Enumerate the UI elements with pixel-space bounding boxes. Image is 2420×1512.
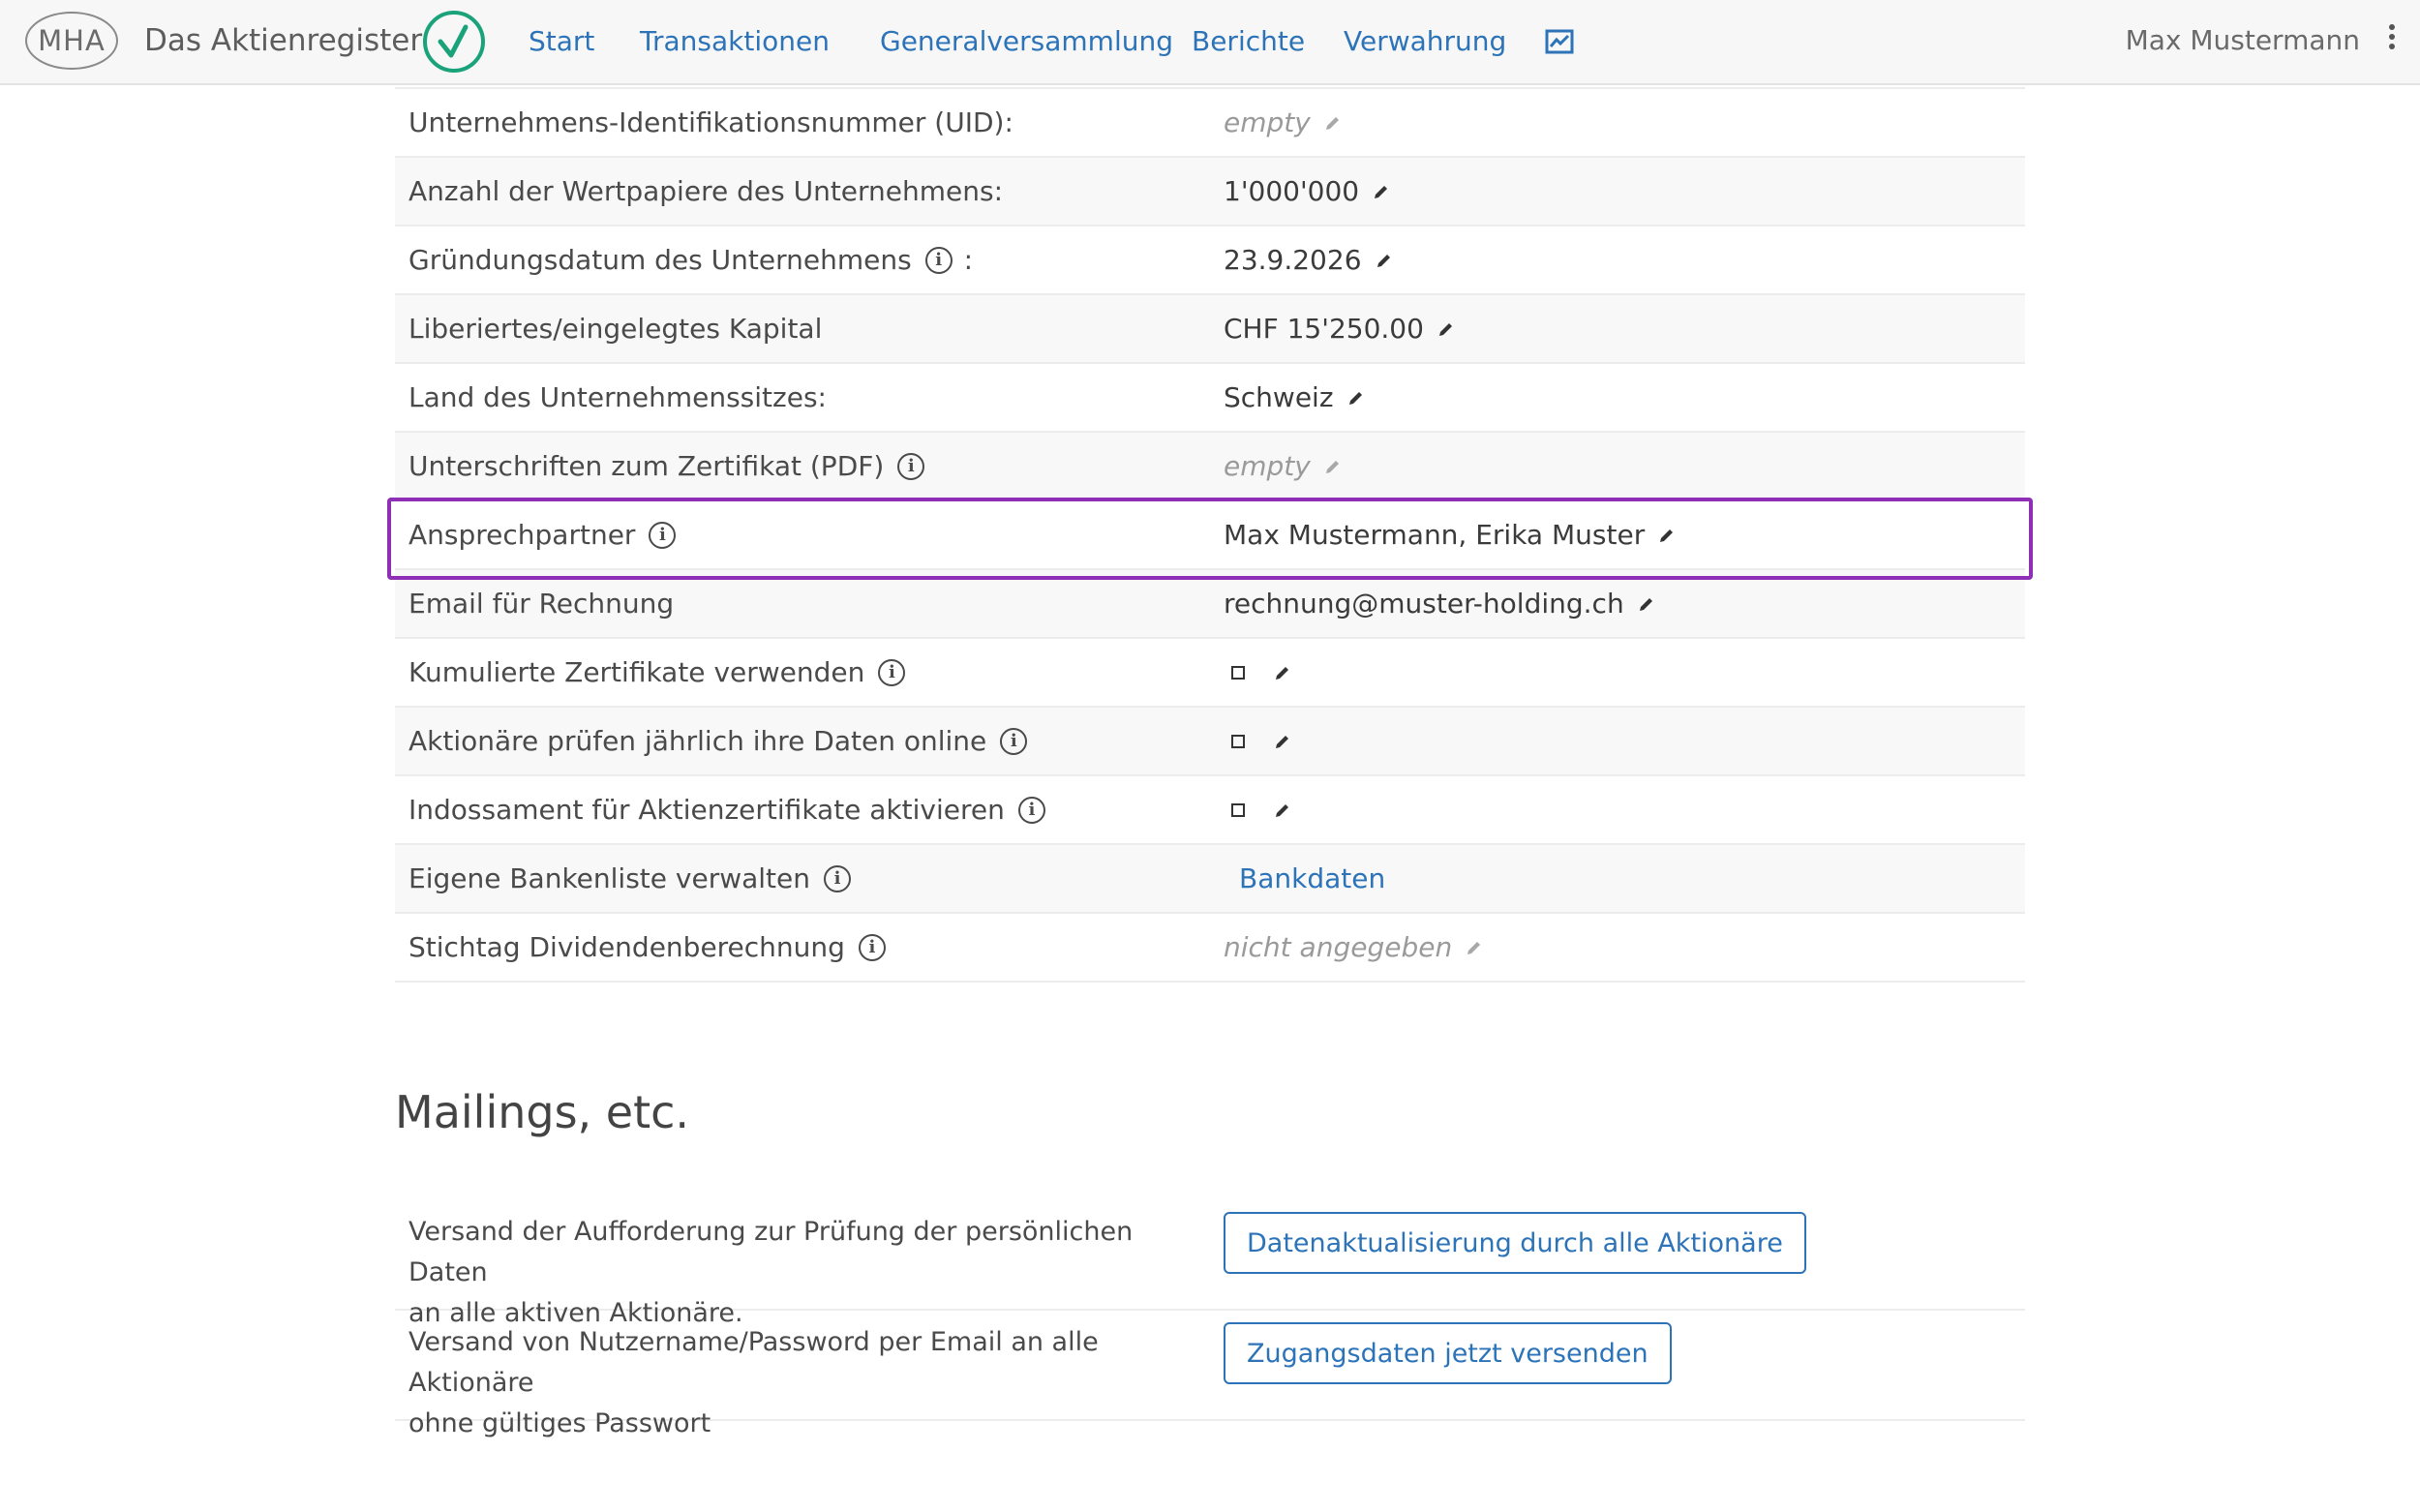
mailing-description xyxy=(408,1322,1202,1444)
user-name[interactable]: Max Mustermann xyxy=(2125,24,2360,56)
line-chart-icon[interactable] xyxy=(1545,29,1574,54)
info-icon[interactable]: i xyxy=(824,865,851,892)
table-row xyxy=(395,89,2025,158)
description-line: ohne gültiges Passwort xyxy=(408,1408,711,1438)
nav-transaktionen[interactable]: Transaktionen xyxy=(640,25,830,57)
info-icon[interactable]: i xyxy=(897,453,924,480)
mha-logo[interactable]: MHA xyxy=(25,12,118,70)
edit-pencil-icon[interactable] xyxy=(1347,389,1365,407)
table-row xyxy=(395,433,2025,501)
country-value: Schweiz xyxy=(1224,381,1334,413)
row-label: Email für Rechnung xyxy=(408,588,675,620)
row-label: Aktionäre prüfen jährlich ihre Daten online xyxy=(408,725,987,757)
billing-email-value: rechnung@muster-holding.ch xyxy=(1224,588,1624,620)
table-row xyxy=(395,1200,2025,1328)
brand-name[interactable]: Das Aktienregister xyxy=(144,23,423,58)
endorsement-checkbox[interactable] xyxy=(1231,803,1245,817)
table-row xyxy=(395,708,2025,776)
annual-data-check-checkbox[interactable] xyxy=(1231,735,1245,748)
description-line: an alle aktiven Aktionäre. xyxy=(408,1298,743,1328)
info-icon[interactable]: i xyxy=(1000,728,1027,755)
row-label: Anzahl der Wertpapiere des Unternehmens: xyxy=(408,175,1004,207)
info-icon[interactable]: i xyxy=(1018,797,1045,824)
edit-pencil-icon[interactable] xyxy=(1373,183,1390,200)
edit-pencil-icon[interactable] xyxy=(1274,733,1291,750)
table-row xyxy=(395,914,2025,983)
edit-pencil-icon[interactable] xyxy=(1658,527,1676,544)
edit-pencil-icon[interactable] xyxy=(1324,458,1342,475)
nav-berichte[interactable]: Berichte xyxy=(1192,25,1306,57)
edit-pencil-icon[interactable] xyxy=(1638,595,1655,613)
edit-pencil-icon[interactable] xyxy=(1437,320,1455,338)
section-title-mailings: Mailings, etc. xyxy=(395,1086,690,1138)
send-credentials-button[interactable]: Zugangsdaten jetzt versenden xyxy=(1224,1322,1672,1384)
signatures-value: empty xyxy=(1224,450,1311,482)
info-icon[interactable]: i xyxy=(925,247,953,274)
row-label: Ansprechpartner xyxy=(408,519,636,551)
table-row xyxy=(395,295,2025,364)
row-label: Eigene Bankenliste verwalten xyxy=(408,862,810,894)
top-navigation-bar xyxy=(0,0,2420,85)
dividend-date-value: nicht angegeben xyxy=(1224,931,1453,963)
edit-pencil-icon[interactable] xyxy=(1324,114,1342,132)
bank-data-link[interactable]: Bankdaten xyxy=(1239,862,1386,894)
row-label: Indossament für Aktienzertifikate aktivieren xyxy=(408,794,1005,826)
table-row xyxy=(395,570,2025,639)
uid-value: empty xyxy=(1224,106,1311,138)
securities-count-value: 1'000'000 xyxy=(1224,175,1360,207)
row-label: Unternehmens-Identifikationsnummer (UID): xyxy=(408,106,1013,138)
info-icon[interactable]: i xyxy=(878,659,905,686)
table-row xyxy=(395,1311,2025,1438)
info-icon[interactable]: i xyxy=(859,934,886,961)
row-label: Liberiertes/eingelegtes Kapital xyxy=(408,313,823,345)
edit-pencil-icon[interactable] xyxy=(1466,939,1483,956)
description-line: Versand von Nutzername/Password per Email an alle Aktionäre xyxy=(408,1327,1099,1398)
table-row xyxy=(395,639,2025,708)
kebab-menu-icon[interactable] xyxy=(2387,24,2397,53)
mailings-table xyxy=(395,1200,2025,1438)
founding-date-value: 23.9.2026 xyxy=(1224,244,1362,276)
edit-pencil-icon[interactable] xyxy=(1274,664,1291,681)
company-settings-table xyxy=(395,87,2025,983)
contact-persons-value: Max Mustermann, Erika Muster xyxy=(1224,519,1646,551)
nav-verwahrung[interactable]: Verwahrung xyxy=(1344,25,1507,57)
nav-start[interactable]: Start xyxy=(529,25,595,57)
row-label: Land des Unternehmenssitzes: xyxy=(408,381,827,413)
info-icon[interactable]: i xyxy=(649,522,676,549)
data-update-request-button[interactable]: Datenaktualisierung durch alle Aktionäre xyxy=(1224,1212,1806,1274)
row-label: Kumulierte Zertifikate verwenden xyxy=(408,656,865,688)
table-row xyxy=(395,158,2025,227)
table-row xyxy=(395,501,2025,570)
table-row xyxy=(395,364,2025,433)
cumulated-certificates-checkbox[interactable] xyxy=(1231,666,1245,680)
table-row xyxy=(395,776,2025,845)
edit-pencil-icon[interactable] xyxy=(1376,252,1393,269)
nav-generalversammlung[interactable]: Generalversammlung xyxy=(880,25,1173,57)
check-circle-icon xyxy=(422,10,486,74)
description-line: Versand der Aufforderung zur Prüfung der persönlichen Daten xyxy=(408,1217,1134,1287)
table-row xyxy=(395,227,2025,295)
row-label: Unterschriften zum Zertifikat (PDF) xyxy=(408,450,885,482)
capital-value: CHF 15'250.00 xyxy=(1224,313,1424,345)
row-label: Stichtag Dividendenberechnung xyxy=(408,931,845,963)
row-label-colon: : xyxy=(963,244,974,276)
edit-pencil-icon[interactable] xyxy=(1274,801,1291,819)
table-row xyxy=(395,845,2025,914)
row-label: Gründungsdatum des Unternehmens xyxy=(408,244,912,276)
